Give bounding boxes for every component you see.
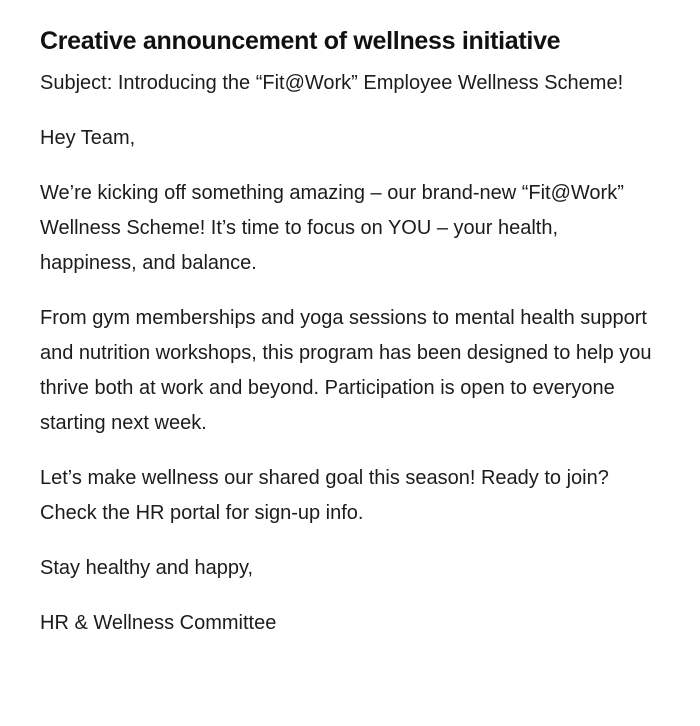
closing-line: Stay healthy and happy, <box>40 557 254 579</box>
paragraph-call-to-action: Let’s make wellness our shared goal this season! Ready to join? Check the HR portal for sign-up info. <box>40 467 609 524</box>
email-subject: Subject: Introducing the “Fit@Work” Employee Wellness Scheme! <box>40 72 624 94</box>
paragraph-intro: We’re kicking off something amazing – our brand-new “Fit@Work” Wellness Scheme! It’s time to focus on YOU – your health, happiness, and balance. <box>40 182 624 274</box>
greeting: Hey Team, <box>40 127 136 149</box>
paragraph-program-details: From gym memberships and yoga sessions to mental health support and nutrition workshops, this program has been designed to help you thrive both at work and beyond. Participation is open to everyone starting next week. <box>40 307 652 434</box>
document-body <box>40 24 660 641</box>
signature: HR & Wellness Committee <box>40 612 277 634</box>
document-title: Creative announcement of wellness initiative <box>40 27 561 55</box>
